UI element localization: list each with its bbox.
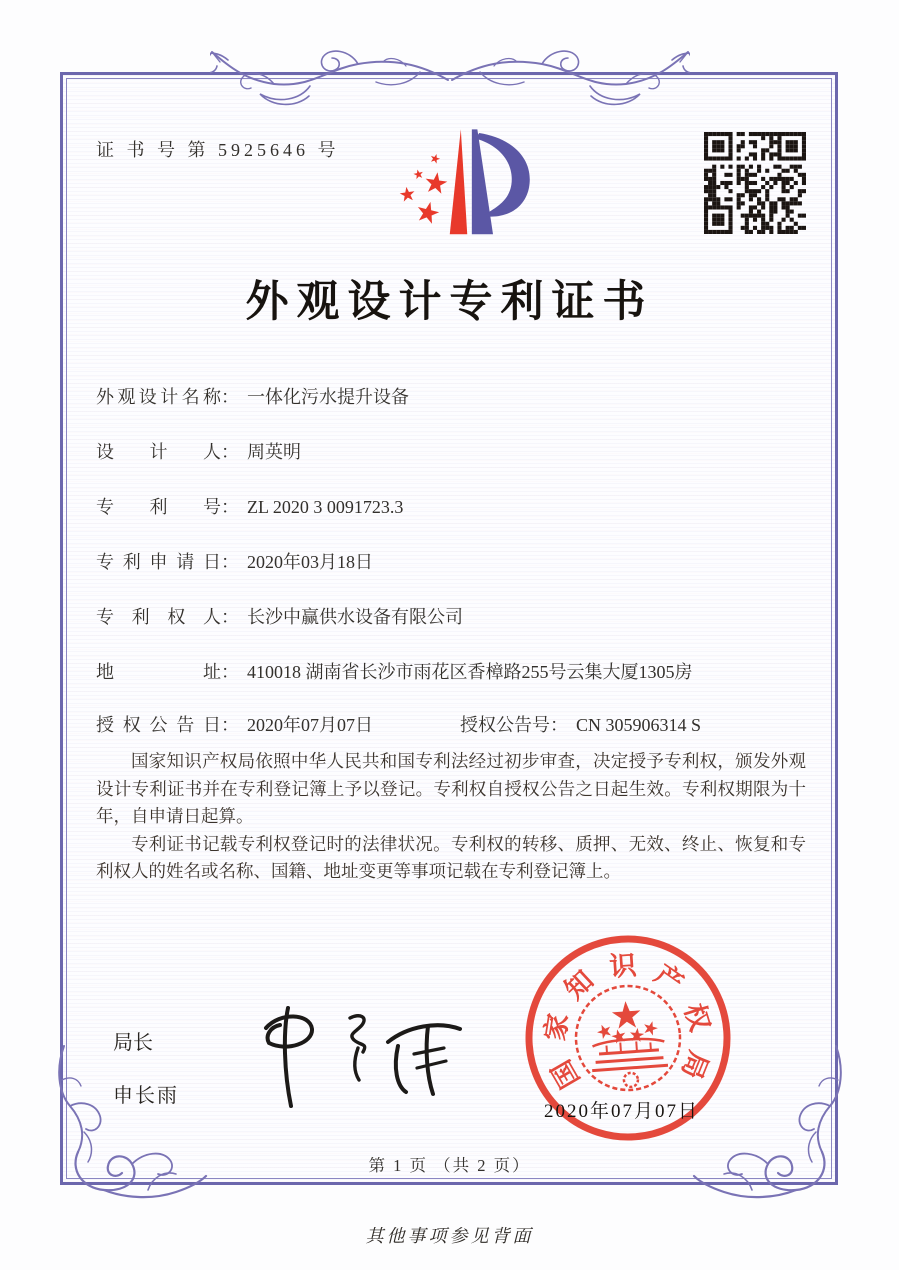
legal-paragraph-2: 专利证书记载专利权登记时的法律状况。专利权的转移、质押、无效、终止、恢复和专利权人的姓名或名称、国籍、地址变更等事项记载在专利登记簿上。 xyxy=(96,833,806,881)
back-side-note: 其他事项参见背面 xyxy=(365,1226,534,1246)
colon: ： xyxy=(221,552,239,572)
field-patentee xyxy=(96,603,463,629)
field-value: 一体化污水提升设备 xyxy=(247,387,409,407)
seal-char: 国 xyxy=(545,1054,586,1094)
field-value: ZL 2020 3 0091723.3 xyxy=(247,497,404,517)
colon: ： xyxy=(221,497,239,517)
field-label: 地址 xyxy=(96,662,221,682)
field-application-date xyxy=(96,548,373,574)
certificate-title: 外观设计专利证书 xyxy=(245,279,654,326)
field-grant-row xyxy=(96,711,702,737)
colon: ： xyxy=(550,715,568,735)
commissioner-signature xyxy=(232,998,472,1113)
seal-char: 权 xyxy=(678,1000,716,1035)
certificate-number: 证 书 号 第 5925646 号 xyxy=(96,140,340,160)
colon: ： xyxy=(221,387,239,407)
field-label: 设计人 xyxy=(96,442,221,462)
grant-date xyxy=(96,715,373,735)
seal-char: 产 xyxy=(649,958,689,999)
grant-number xyxy=(460,711,701,737)
seal-char: 识 xyxy=(608,950,638,983)
field-designer xyxy=(96,438,301,464)
colon: ： xyxy=(221,715,239,735)
field-label: 专利号 xyxy=(96,497,221,517)
field-value: 2020年03月18日 xyxy=(247,552,373,572)
seal-date: 2020年07月07日 xyxy=(544,1101,700,1122)
field-value: 410018 湖南省长沙市雨花区香樟路255号云集大厦1305房 xyxy=(247,662,693,682)
field-design-name xyxy=(96,383,409,409)
seal-char: 知 xyxy=(559,964,600,1006)
field-label: 专利权人 xyxy=(96,607,221,627)
signer-name: 申长雨 xyxy=(113,1085,179,1107)
colon: ： xyxy=(221,662,239,682)
cnipa-logo-icon xyxy=(372,122,568,260)
field-label: 授权公告号 xyxy=(460,715,550,735)
field-label: 外观设计名称 xyxy=(96,387,221,407)
legal-paragraph-1: 国家知识产权局依照中华人民共和国专利法经过初步审查，决定授予专利权，颁发外观设计专利证书并在专利登记簿上予以登记。专利权自授权公告之日起生效。专利权期限为十年，自申请日起算。 xyxy=(96,751,806,826)
field-value: 2020年07月07日 xyxy=(247,715,373,735)
field-address xyxy=(96,658,693,684)
qr-code xyxy=(704,132,806,234)
page-number: 第 1 页 （共 2 页） xyxy=(368,1156,531,1175)
field-patent-number xyxy=(96,493,403,519)
field-label: 专利申请日 xyxy=(96,552,221,572)
seal-char: 家 xyxy=(539,1011,574,1043)
field-value: 长沙中赢供水设备有限公司 xyxy=(247,607,463,627)
signer-title: 局长 xyxy=(113,1032,153,1054)
legal-text xyxy=(96,748,806,886)
field-label: 授权公告日 xyxy=(96,715,221,735)
seal-char: 局 xyxy=(675,1046,714,1084)
colon: ： xyxy=(221,442,239,462)
field-value: CN 305906314 S xyxy=(576,715,702,735)
field-value: 周英明 xyxy=(247,442,301,462)
signer-block xyxy=(113,1026,179,1108)
colon: ： xyxy=(221,607,239,627)
